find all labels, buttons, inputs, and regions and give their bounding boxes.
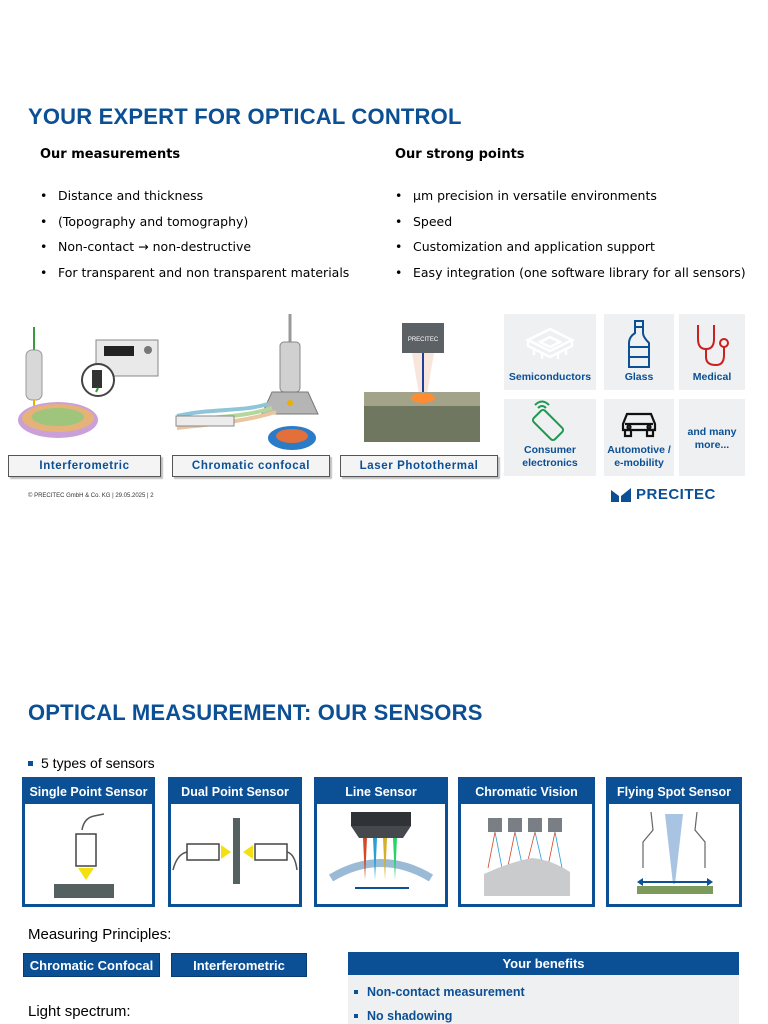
sensor-card-title: Dual Point Sensor	[171, 780, 299, 804]
bullet-marker	[28, 761, 33, 766]
industry-label: Glass	[624, 371, 654, 383]
industry-tile-consumer-electronics	[504, 399, 596, 476]
benefits-panel	[348, 952, 739, 1024]
chip-icon	[520, 323, 580, 369]
slide-2	[0, 600, 768, 1024]
sensor-card-title: Chromatic Vision	[461, 780, 592, 804]
industry-tile-glass	[604, 314, 674, 390]
footer-copyright: © PRECITEC GmbH & Co. KG | 29.05.2025 | 2	[28, 493, 154, 499]
strong-points-heading: Our strong points	[395, 147, 525, 162]
sensor-card-title: Line Sensor	[317, 780, 445, 804]
list-item: • For transparent and non transparent materials	[40, 263, 349, 289]
bottle-icon	[624, 319, 654, 369]
industry-tile-semiconductors	[504, 314, 596, 390]
line-sensor-illustration	[317, 808, 445, 904]
strong-points-list	[395, 186, 746, 289]
stethoscope-icon	[692, 321, 732, 369]
list-item: • (Topography and tomography)	[40, 212, 349, 238]
industry-tile-more	[679, 399, 745, 476]
logo-text: PRECITEC	[636, 486, 716, 503]
list-item: • Speed	[395, 212, 746, 238]
industry-label: Automotive / e-mobility	[607, 444, 671, 469]
list-item: • Distance and thickness	[40, 186, 349, 212]
measurements-heading: Our measurements	[40, 147, 181, 162]
benefit-text: No shadowing	[367, 1009, 453, 1023]
sensor-card-title: Single Point Sensor	[25, 780, 152, 804]
list-item: • Non-contact → non-destructive	[40, 237, 349, 263]
tech-label-chromatic-confocal: Chromatic confocal	[172, 455, 330, 477]
logo-mark-icon	[611, 488, 631, 502]
list-item: • Easy integration (one software library for all sensors)	[395, 263, 746, 289]
benefit-text: Non-contact measurement	[367, 985, 525, 999]
light-spectrum-label: Light spectrum:	[28, 1003, 131, 1020]
list-item: • Customization and application support	[395, 237, 746, 263]
sensor-card-line	[314, 777, 448, 907]
sensor-card-dual-point	[168, 777, 302, 907]
bullet-text: 5 types of sensors	[41, 755, 155, 771]
sensor-card-chromatic-vision	[458, 777, 595, 907]
industry-label: and many more...	[687, 425, 737, 451]
industry-label: Consumer electronics	[522, 444, 578, 469]
slide-title: YOUR EXPERT FOR OPTICAL CONTROL	[28, 104, 462, 129]
interferometric-image	[8, 312, 162, 452]
measurements-list	[40, 186, 349, 289]
industry-tile-automotive	[604, 399, 674, 476]
principle-interferometric: Interferometric	[171, 953, 307, 977]
phone-icon	[528, 398, 572, 442]
industry-tile-medical	[679, 314, 745, 390]
dual-point-sensor-illustration	[171, 808, 299, 904]
principle-chromatic-confocal: Chromatic Confocal	[23, 953, 160, 977]
list-item	[354, 1004, 739, 1024]
precitec-logo	[611, 486, 716, 503]
slide-title: OPTICAL MEASUREMENT: OUR SENSORS	[28, 700, 483, 725]
laser-photothermal-image	[340, 312, 498, 452]
car-icon	[617, 408, 661, 442]
sensor-count-bullet	[28, 755, 155, 771]
chromatic-confocal-image	[172, 312, 332, 452]
benefits-list	[348, 975, 739, 1024]
sensor-card-single-point	[22, 777, 155, 907]
tech-label-laser-photothermal: Laser Photothermal	[340, 455, 498, 477]
bullet-marker	[354, 990, 358, 994]
industry-label: Medical	[692, 371, 732, 383]
tech-label-interferometric: Interferometric	[8, 455, 161, 477]
flying-spot-illustration	[609, 808, 739, 904]
measuring-principles-label: Measuring Principles:	[28, 926, 172, 943]
chromatic-vision-illustration	[462, 808, 592, 904]
sensor-card-flying-spot	[606, 777, 742, 907]
single-point-sensor-illustration	[34, 808, 144, 904]
list-item	[354, 980, 739, 1004]
device-label: PRECITEC	[407, 337, 439, 343]
sensor-card-title: Flying Spot Sensor	[609, 780, 739, 804]
bullet-marker	[354, 1014, 358, 1018]
industry-label: Semiconductors	[508, 371, 592, 383]
benefits-title: Your benefits	[348, 952, 739, 975]
list-item: • µm precision in versatile environments	[395, 186, 746, 212]
